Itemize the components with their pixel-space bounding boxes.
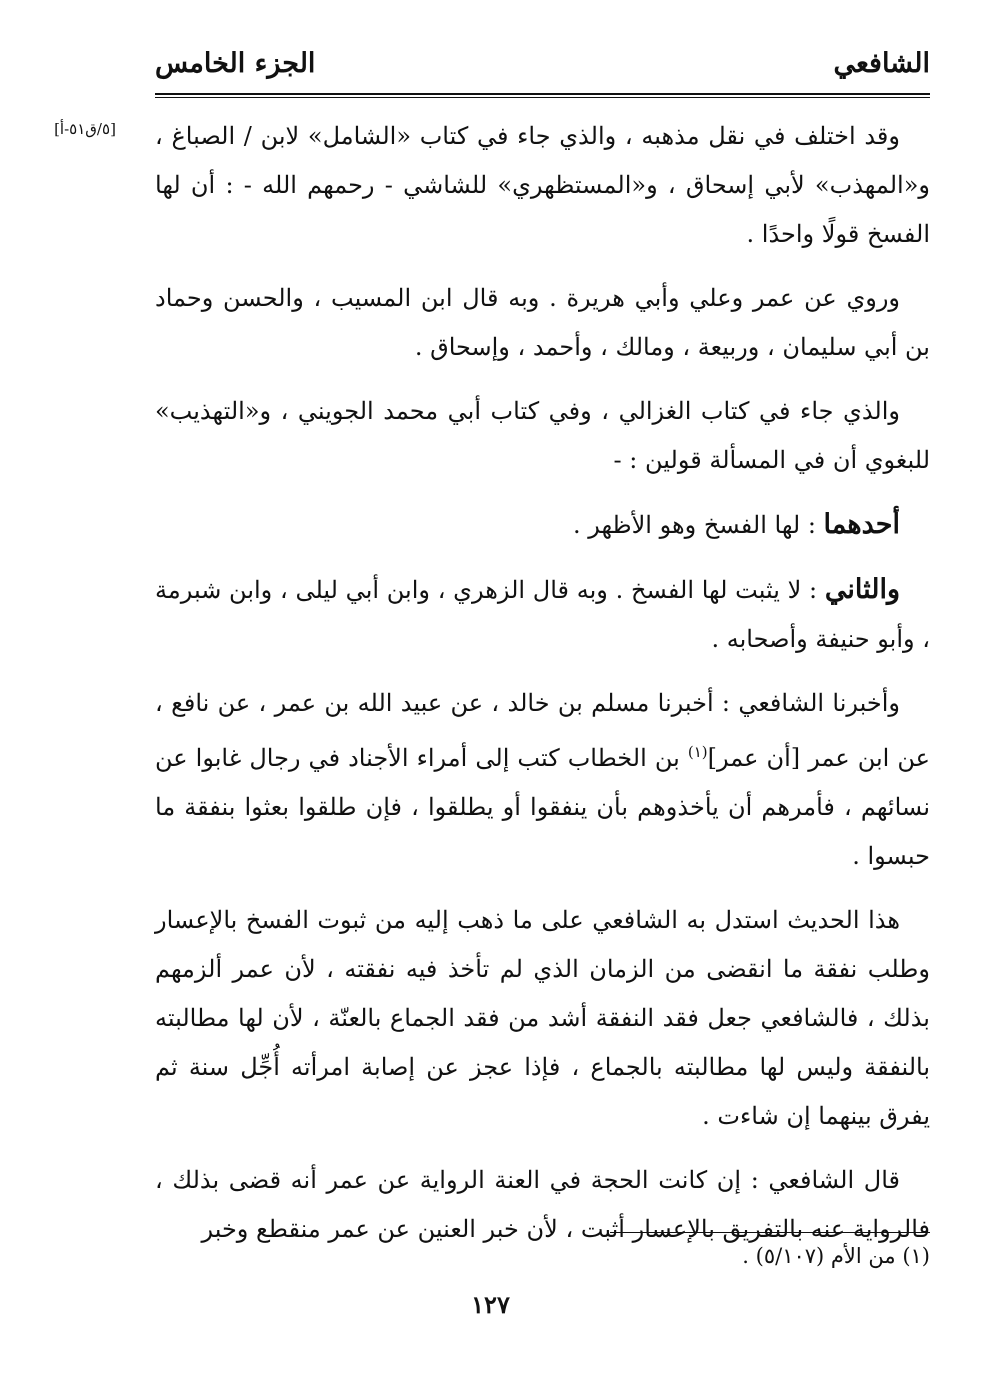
page-number: ١٢٧ — [471, 1290, 510, 1319]
margin-manuscript-reference: [٥/ق٥١-أ] — [54, 120, 116, 138]
paragraph: قال الشافعي : إن كانت الحجة في العنة الرواية عن عمر أنه قضى بذلك ، فالرواية عنه بالتفريق بالإعسار أثبت ، لأن خبر العنين عن عمر منقطع وخبر — [155, 1166, 930, 1243]
hadith-text-after: بن الخطاب كتب إلى أمراء الأجناد في رجال غابوا عن نسائهم ، فأمرهم أن يأخذوهم بأن ينفقوا أو يطلقوا ، فإن طلقوا بعثوا بنفقة ما حبسوا . — [155, 744, 930, 870]
header-book-title: الشافعي — [833, 47, 930, 79]
paragraph: والذي جاء في كتاب الغزالي ، وفي كتاب أبي محمد الجويني ، و«التهذيب» للبغوي أن في المسألة قولين : - — [155, 397, 930, 474]
first-opinion-text: : لها الفسخ وهو الأظهر . — [572, 511, 824, 539]
hadith-text-before: وأخبرنا الشافعي : أخبرنا مسلم بن خالد ، عن عبيد الله بن عمر ، عن نافع ، عن ابن عمر [أن عمر] — [155, 689, 930, 772]
first-opinion-lead: أحدهما — [823, 509, 900, 540]
paragraph: وروي عن عمر وعلي وأبي هريرة . وبه قال ابن المسيب ، والحسن وحماد بن أبي سليمان ، وربيعة ، ومالك ، وأحمد ، وإسحاق . — [155, 284, 930, 361]
header-part: الجزء الخامس — [155, 47, 316, 79]
main-text — [155, 112, 930, 1269]
footnote: (١) من الأم (٥/١٠٧) . — [742, 1244, 930, 1268]
header-rule — [155, 93, 930, 95]
paragraph: هذا الحديث استدل به الشافعي على ما ذهب إليه من ثبوت الفسخ بالإعسار وطلب نفقة ما انقضى من الزمان الذي لم تأخذ فيه نفقته ، لأن عمر ألزمهم بذلك ، فالشافعي جعل فقد النفقة أشد من فقد الجماع بالعنّة ، لأن لها مطالبته بالنفقة وليس لها مطالبته بالجماع ، فإذا عجز عن إصابة امرأته أُجِّل سنة ثم يفرق بينهما إن شاءت . — [155, 906, 930, 1130]
footnote-reference: (١) — [687, 743, 708, 761]
footnote-rule — [610, 1232, 930, 1233]
hadith-paragraph — [155, 679, 930, 881]
second-opinion-lead: والثاني — [824, 574, 900, 605]
second-opinion-paragraph — [155, 565, 930, 664]
header-rule-thin — [155, 97, 930, 98]
first-opinion-paragraph — [155, 500, 930, 550]
running-header — [155, 38, 930, 88]
paragraph: وقد اختلف في نقل مذهبه ، والذي جاء في كتاب «الشامل» لابن / الصباغ ، و«المهذب» لأبي إسحاق ، و«المستظهري» للشاشي - رحمهم الله - : أن لها الفسخ قولًا واحدًا . — [155, 122, 930, 248]
second-opinion-text: : لا يثبت لها الفسخ . وبه قال الزهري ، وابن أبي ليلى ، وابن شبرمة ، وأبو حنيفة وأصحابه . — [155, 576, 930, 653]
